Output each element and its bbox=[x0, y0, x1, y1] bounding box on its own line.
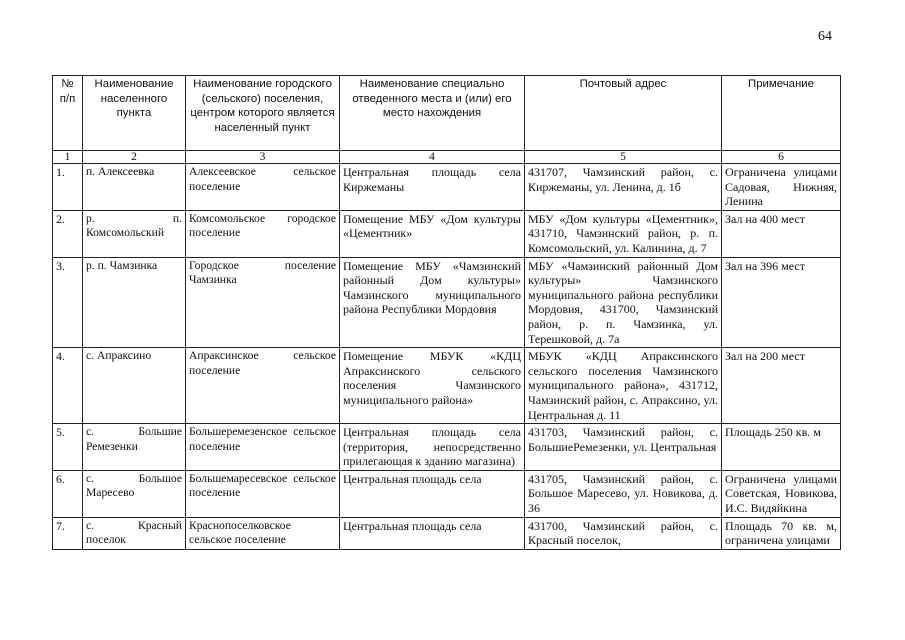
address-cell: МБУК «КДЦ Апраксинского сельского поселения Чамзинского муниципального района», 431712, Чамзинский район, с. Апраксино, ул. Центральная д. 11 bbox=[525, 348, 722, 424]
place-cell: Центральная площадь села bbox=[340, 517, 525, 549]
place-cell: Помещение МБУК «КДЦ Апраксинского сельского поселения Чамзинского муниципального района» bbox=[340, 348, 525, 424]
address-cell: 431700, Чамзинский район, с. Красный поселок, bbox=[525, 517, 722, 549]
column-number: 3 bbox=[186, 151, 340, 164]
table-row bbox=[53, 348, 841, 424]
column-number: 2 bbox=[83, 151, 186, 164]
row-number: 6. bbox=[53, 470, 83, 517]
table-row bbox=[53, 164, 841, 211]
note-cell: Площадь 250 кв. м bbox=[722, 424, 841, 471]
settlement-cell: Большемаресевское сельское поселение bbox=[186, 470, 340, 517]
column-number: 5 bbox=[525, 151, 722, 164]
note-cell: Зал на 400 мест bbox=[722, 210, 841, 257]
table-row bbox=[53, 424, 841, 471]
settlement-cell: Краснопоселковское сельское поселение bbox=[186, 517, 340, 549]
note-cell: Ограничена улицами Советская, Новикова, И.С. Видяйкина bbox=[722, 470, 841, 517]
table-row bbox=[53, 210, 841, 257]
address-cell: 431705, Чамзинский район, с. Большое Маресево, ул. Новикова, д. 36 bbox=[525, 470, 722, 517]
settlement-cell: Комсомольское городское поселение bbox=[186, 210, 340, 257]
row-number: 4. bbox=[53, 348, 83, 424]
settlement-cell: Большеремезенское сельское поселение bbox=[186, 424, 340, 471]
note-cell: Зал на 200 мест bbox=[722, 348, 841, 424]
header-row bbox=[53, 76, 841, 151]
row-number: 1. bbox=[53, 164, 83, 211]
locality-cell: с. Красный поселок bbox=[83, 517, 186, 549]
column-number: 6 bbox=[722, 151, 841, 164]
place-cell: Центральная площадь села Киржеманы bbox=[340, 164, 525, 211]
table-row bbox=[53, 470, 841, 517]
settlement-cell: Апраксинское сельское поселение bbox=[186, 348, 340, 424]
header-cell: Наименование специально отведенного места и (или) его место нахождения bbox=[340, 76, 525, 151]
header-cell: Наименование населенного пункта bbox=[83, 76, 186, 151]
locality-cell: с. Большое Маресево bbox=[83, 470, 186, 517]
place-cell: Помещение МБУ «Чамзинский районный Дом культуры» Чамзинского муниципального района Республики Мордовия bbox=[340, 257, 525, 348]
note-cell: Зал на 396 мест bbox=[722, 257, 841, 348]
locality-cell: с. Большие Ремезенки bbox=[83, 424, 186, 471]
note-cell: Ограничена улицами Садовая, Нижняя, Ленина bbox=[722, 164, 841, 211]
locality-cell: п. Алексеевка bbox=[83, 164, 186, 211]
address-cell: МБУ «Дом культуры «Цементник», 431710, Чамзинский район, р. п. Комсомольский, ул. Калинина, д. 7 bbox=[525, 210, 722, 257]
settlement-cell: Алексеевское сельское поселение bbox=[186, 164, 340, 211]
header-cell: № п/п bbox=[53, 76, 83, 151]
page-number: 64 bbox=[818, 29, 832, 44]
settlement-cell: Городское поселение Чамзинка bbox=[186, 257, 340, 348]
place-cell: Центральная площадь села bbox=[340, 470, 525, 517]
column-number: 4 bbox=[340, 151, 525, 164]
header-cell: Примечание bbox=[722, 76, 841, 151]
header-cell: Почтовый адрес bbox=[525, 76, 722, 151]
address-cell: 431703, Чамзинский район, с. БольшиеРемезенки, ул. Центральная bbox=[525, 424, 722, 471]
locality-cell: с. Апраксино bbox=[83, 348, 186, 424]
column-number: 1 bbox=[53, 151, 83, 164]
table-row bbox=[53, 517, 841, 549]
row-number: 3. bbox=[53, 257, 83, 348]
row-number: 7. bbox=[53, 517, 83, 549]
locations-table bbox=[52, 75, 841, 550]
locality-cell: р. п. Чамзинка bbox=[83, 257, 186, 348]
row-number: 2. bbox=[53, 210, 83, 257]
row-number: 5. bbox=[53, 424, 83, 471]
place-cell: Помещение МБУ «Дом культуры «Цементник» bbox=[340, 210, 525, 257]
place-cell: Центральная площадь села (территория, непосредственно прилегающая к зданию магазина) bbox=[340, 424, 525, 471]
column-number-row bbox=[53, 151, 841, 164]
locality-cell: р. п. Комсомольский bbox=[83, 210, 186, 257]
address-cell: 431707, Чамзинский район, с. Киржеманы, ул. Ленина, д. 1б bbox=[525, 164, 722, 211]
header-cell: Наименование городского (сельского) поселения, центром которого является населенный пункт bbox=[186, 76, 340, 151]
note-cell: Площадь 70 кв. м, ограничена улицами bbox=[722, 517, 841, 549]
table-row bbox=[53, 257, 841, 348]
address-cell: МБУ «Чамзинский районный Дом культуры» Чамзинского муниципального района республики Мордовия, 431700, Чамзинский район, р. п. Чамзинка, ул. Терешковой, д. 7а bbox=[525, 257, 722, 348]
